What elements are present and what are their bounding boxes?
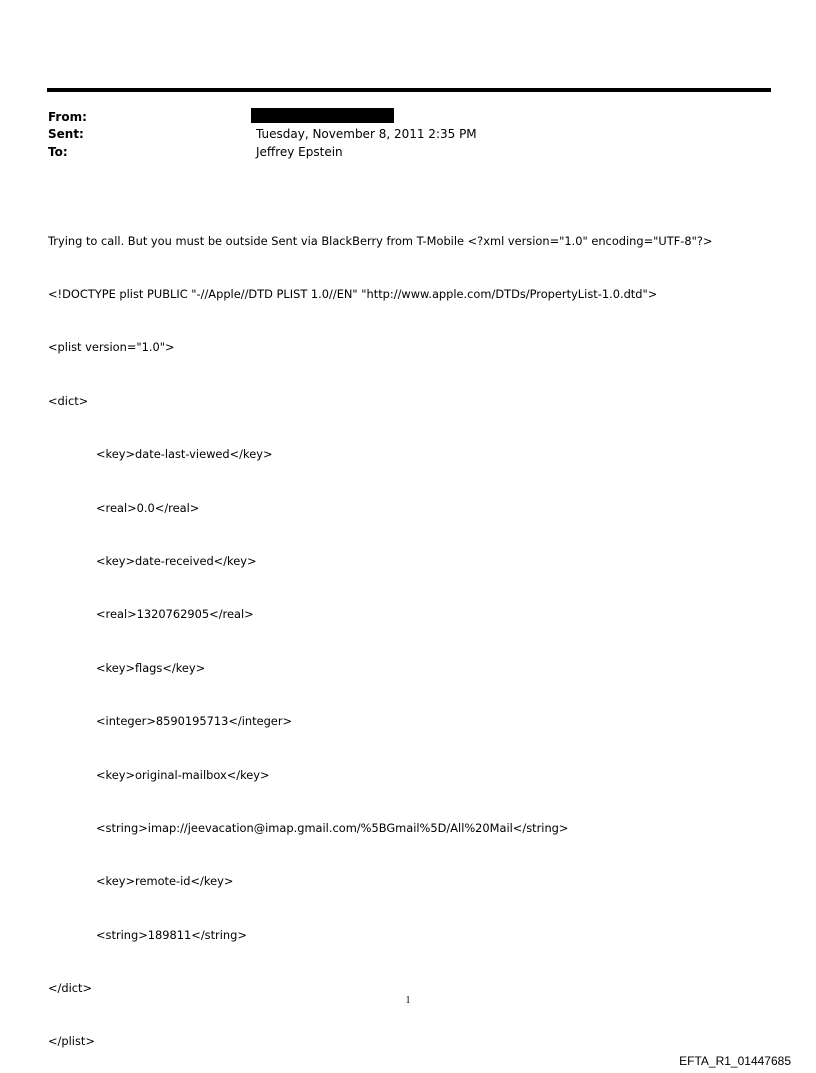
body-line: <real>1320762905</real> — [96, 607, 254, 622]
body-line: <!DOCTYPE plist PUBLIC "-//Apple//DTD PLIST 1.0//EN" "http://www.apple.com/DTDs/PropertyList-1.0.dtd"> — [48, 286, 658, 301]
body-line: <string>imap://jeevacation@imap.gmail.com/%5BGmail%5D/All%20Mail</string> — [96, 820, 569, 835]
sent-label: Sent: — [48, 127, 84, 141]
message-body — [48, 197, 778, 1069]
body-line: <key>original-mailbox</key> — [96, 767, 270, 782]
body-line: <key>remote-id</key> — [96, 874, 234, 889]
page-number: 1 — [405, 995, 411, 1006]
to-label: To: — [48, 145, 68, 159]
to-value: Jeffrey Epstein — [256, 145, 343, 159]
body-line: Trying to call. But you must be outside Sent via BlackBerry from T-Mobile <?xml version="1.0" encoding="UTF-8"?> — [48, 233, 713, 248]
from-label: From: — [48, 110, 87, 124]
body-line: <integer>8590195713</integer> — [96, 714, 293, 729]
body-line: <key>flags</key> — [96, 660, 206, 675]
document-id: EFTA_R1_01447685 — [679, 1054, 791, 1068]
body-line: </plist> — [48, 1034, 95, 1049]
body-line: <dict> — [48, 393, 89, 408]
body-line: <plist version="1.0"> — [48, 340, 175, 355]
header-divider — [47, 88, 771, 92]
sent-value: Tuesday, November 8, 2011 2:35 PM — [256, 127, 477, 141]
body-line: <string>189811</string> — [96, 927, 247, 942]
body-line: <key>date-last-viewed</key> — [96, 447, 273, 462]
body-line: </dict> — [48, 981, 93, 996]
redacted-sender — [251, 108, 394, 123]
body-line: <real>0.0</real> — [96, 500, 200, 515]
body-line: <key>date-received</key> — [96, 553, 257, 568]
